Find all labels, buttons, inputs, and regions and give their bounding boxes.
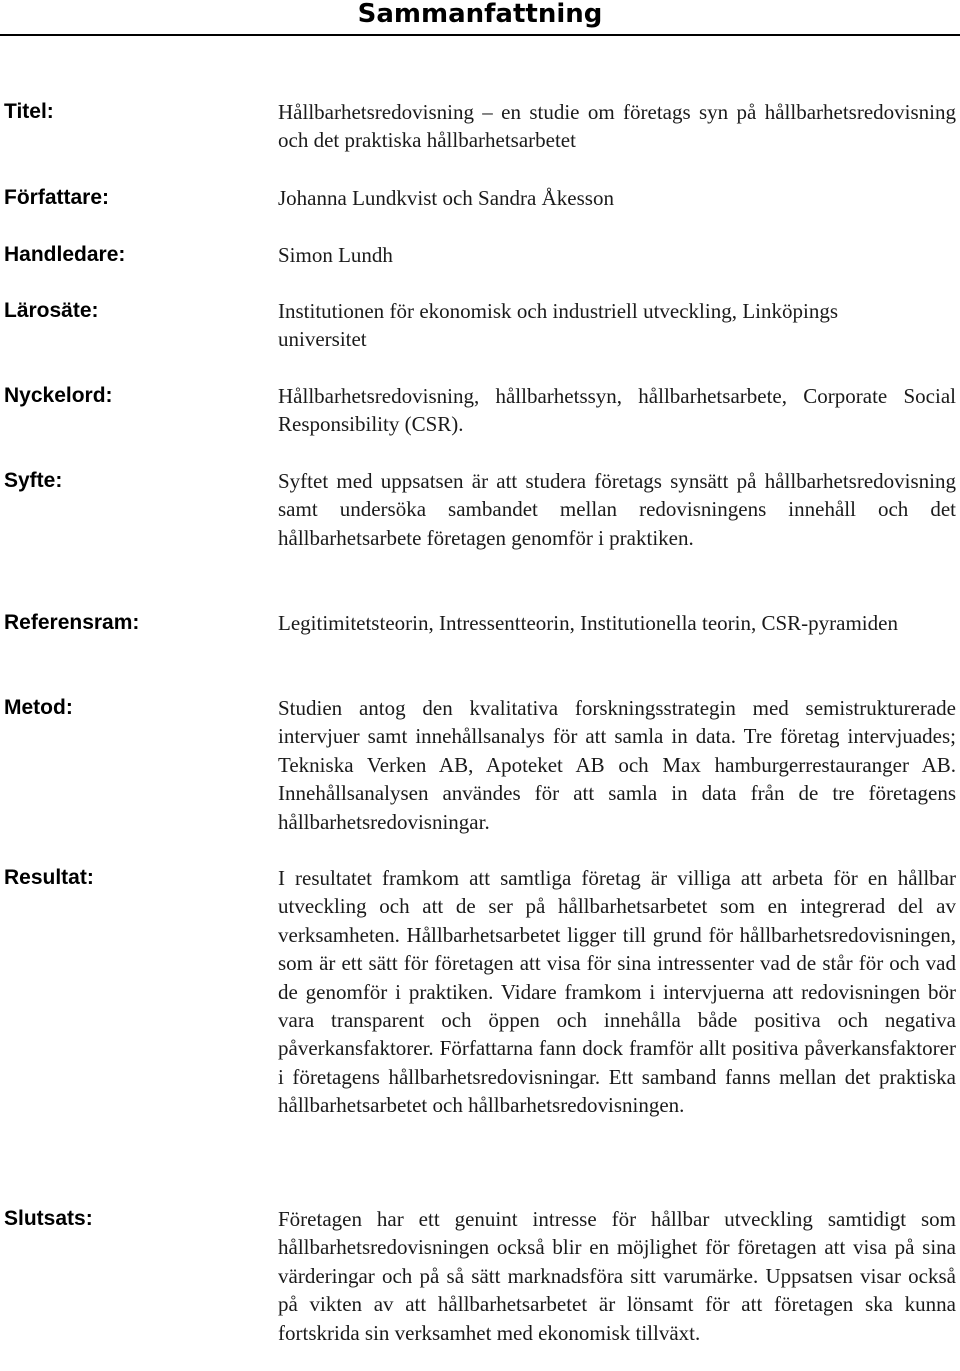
resultat-label: Resultat: bbox=[4, 866, 94, 889]
handledare-value: Simon Lundh bbox=[278, 243, 393, 267]
page-title: Sammanfattning bbox=[357, 0, 603, 29]
titel-label: Titel: bbox=[4, 100, 54, 123]
referensram-label: Referensram: bbox=[4, 611, 140, 634]
forfattare-label: Författare: bbox=[4, 186, 110, 209]
slutsats-label: Slutsats: bbox=[4, 1207, 93, 1230]
titel-value: Hållbarhetsredovisning – en studie om företags syn på hållbarhetsredovisning och det praktiska hållbarhetsarbetet bbox=[278, 100, 956, 153]
larosate-label: Lärosäte: bbox=[4, 299, 99, 322]
referensram-value: Legitimitetsteorin, Intressentteorin, Institutionella teorin, CSR-pyramiden bbox=[278, 611, 898, 635]
metod-value: Studien antog den kvalitativa forskningsstrategin med semistrukturerade intervjuer samt innehållsanalys för att samla in data. Tre företag intervjuades; Tekniska Verken AB, Apoteket AB och Max hamburgerrestauranger AB. Innehållsanalysen användes för att samla in data från de tre företagens hållbarhetsredovisningar. bbox=[278, 696, 956, 834]
larosate-value: Institutionen för ekonomisk och industriell utveckling, Linköpings universitet bbox=[278, 299, 838, 352]
nyckelord-value: Hållbarhetsredovisning, hållbarhetssyn, hållbarhetsarbete, Corporate Social Responsibility (CSR). bbox=[278, 384, 956, 437]
syfte-label: Syfte: bbox=[4, 469, 63, 492]
forfattare-value: Johanna Lundkvist och Sandra Åkesson bbox=[278, 186, 614, 210]
handledare-label: Handledare: bbox=[4, 243, 126, 266]
resultat-value: I resultatet framkom att samtliga företag är villiga att arbeta för en hållbar utveckling och att de ser på hållbarhetsarbetet som en integrerad del av verksamheten. Hållbarhetsarbetet ligger till grund för hållbarhetsredovisningen, som är ett sätt för företagen att visa för sina intressenter vad de står för och vad de genomför i praktiken. Vidare framkom i intervjuerna att redovisningen bör vara transparent och öppen och innehålla både positiva och negativa påverkansfaktorer. Författarna fann dock framför allt positiva påverkansfaktorer i företagens hållbarhetsredovisningar. Ett samband fanns mellan det praktiska hållbarhetsarbetet och hållbarhetsredovisningen. bbox=[278, 866, 956, 1118]
title-divider bbox=[0, 34, 960, 36]
syfte-value: Syftet med uppsatsen är att studera företags synsätt på hållbarhetsredovisning samt undersöka sambandet mellan redovisningens innehåll och det hållbarhetsarbete företagen genomför i praktiken. bbox=[278, 469, 956, 550]
slutsats-value: Företagen har ett genuint intresse för hållbar utveckling samtidigt som hållbarhetsredovisningen också blir en möjlighet för företagen att visa på sina värderingar och på så sätt marknadsföra sitt varumärke. Uppsatsen visar också på vikten av att hållbarhetsarbetet är lönsamt för att företagen ska kunna fortskrida sin verksamhet med ekonomisk tillväxt. bbox=[278, 1207, 956, 1345]
nyckelord-label: Nyckelord: bbox=[4, 384, 113, 407]
metod-label: Metod: bbox=[4, 696, 73, 719]
